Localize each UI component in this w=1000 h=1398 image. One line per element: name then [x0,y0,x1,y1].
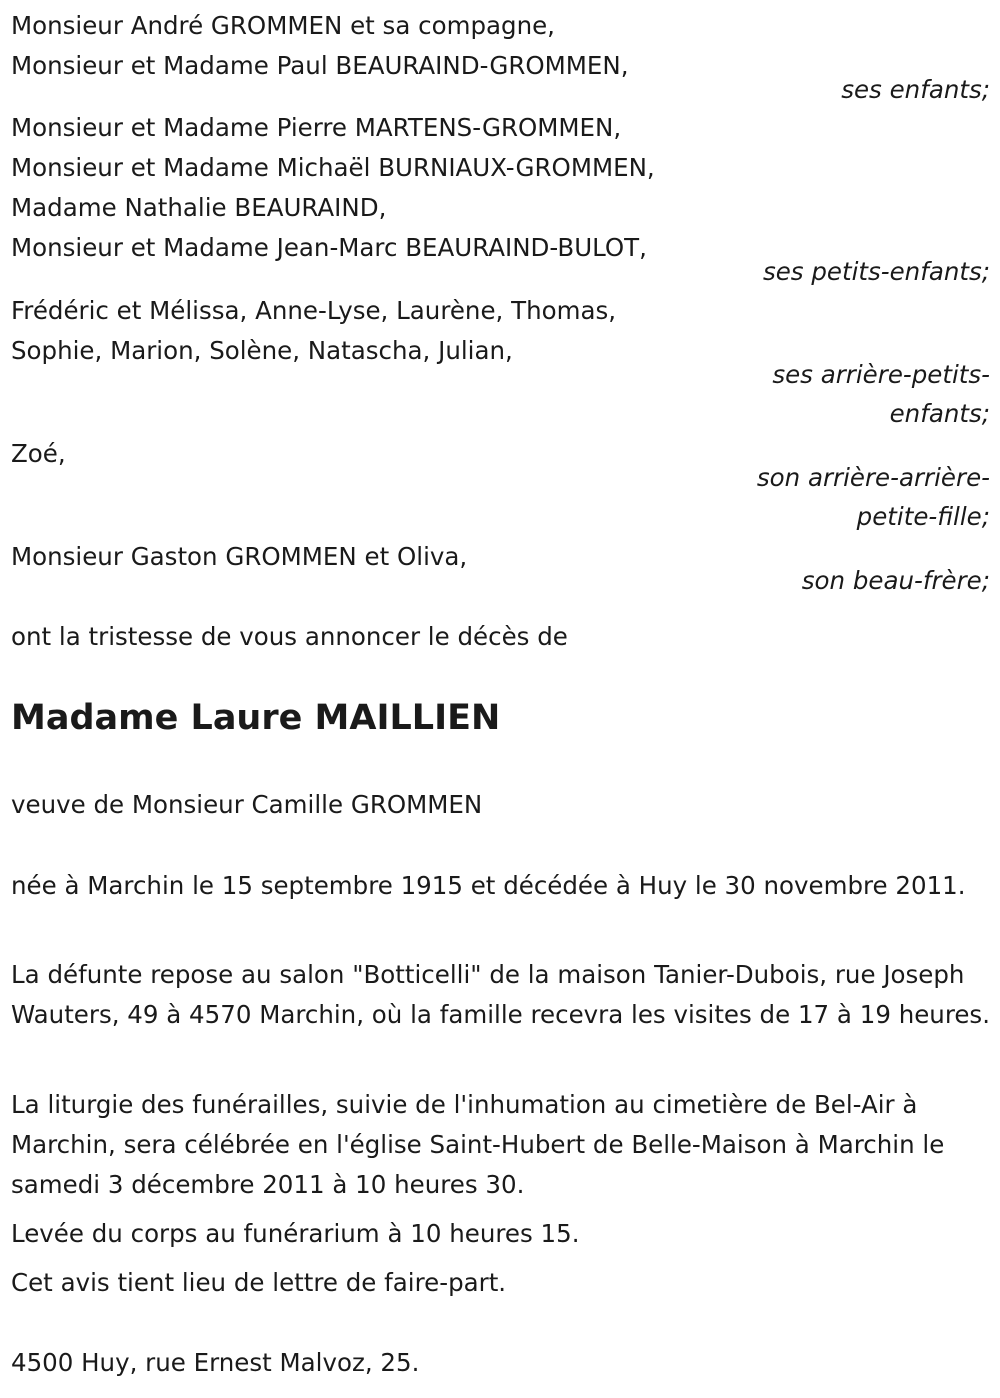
relation-label: ses enfants; [841,75,990,104]
relation-label: son arrière-arrière- [756,463,990,492]
notice-paragraph: Cet avis tient lieu de lettre de faire-part. [11,1268,507,1297]
relation-label: petite-fille; [856,502,990,531]
family-line: Monsieur et Madame Jean-Marc BEAURAIND-BULOT, [11,233,647,262]
relation-label: ses petits-enfants; [762,257,990,286]
family-line: Monsieur et Madame Pierre MARTENS-GROMMEN, [11,113,622,142]
family-line: Zoé, [11,439,66,468]
funeral-paragraph: La liturgie des funérailles, suivie de l'inhumation au cimetière de Bel-Air à Marchin, sera célébrée en l'église Saint-Hubert de Belle-Maison à Marchin le samedi 3 décembre 2011 à 10 heures 30. [11,1090,945,1199]
relation-label: son beau-frère; [801,566,990,595]
address-text: 4500 Huy, rue Ernest Malvoz, 25. [11,1348,420,1377]
family-line: Madame Nathalie BEAURAIND, [11,193,387,222]
viewing-paragraph: La défunte repose au salon "Botticelli" de la maison Tanier-Dubois, rue Joseph Wauters, 49 à 4570 Marchin, où la famille recevra les visites de 17 à 19 heures. [11,960,990,1029]
family-line: Monsieur Gaston GROMMEN et Oliva, [11,542,468,571]
family-line: Sophie, Marion, Solène, Natascha, Julian, [11,336,513,365]
announcement-text: ont la tristesse de vous annoncer le décès de [11,622,568,651]
procession-paragraph: Levée du corps au funérarium à 10 heures 15. [11,1219,580,1248]
widow-of-text: veuve de Monsieur Camille GROMMEN [11,790,483,819]
family-line: Monsieur André GROMMEN et sa compagne, [11,11,555,40]
birth-death-paragraph: née à Marchin le 15 septembre 1915 et décédée à Huy le 30 novembre 2011. [11,871,966,900]
relation-label: enfants; [889,399,990,428]
family-line: Frédéric et Mélissa, Anne-Lyse, Laurène, Thomas, [11,296,617,325]
deceased-name: Madame Laure MAILLIEN [11,698,501,738]
family-line: Monsieur et Madame Paul BEAURAIND-GROMMEN, [11,51,629,80]
family-line: Monsieur et Madame Michaël BURNIAUX-GROMMEN, [11,153,655,182]
relation-label: ses arrière-petits- [772,360,990,389]
